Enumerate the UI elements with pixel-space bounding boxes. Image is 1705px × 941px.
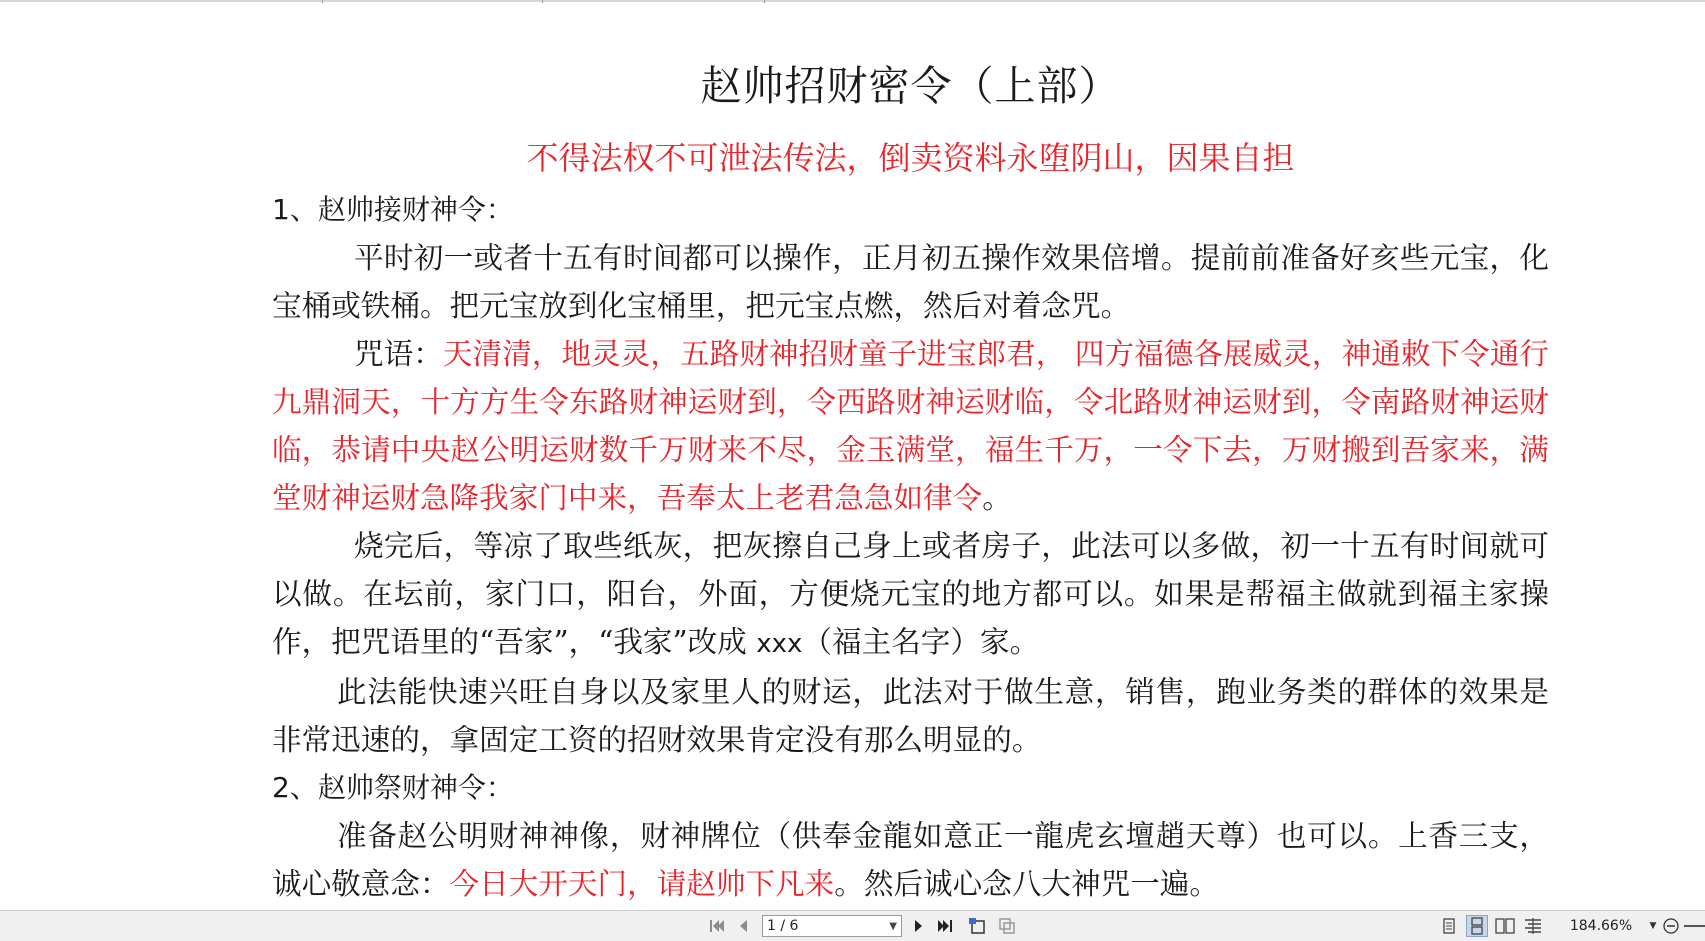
- mantra-label: 咒语：: [354, 337, 443, 371]
- fit-width-icon[interactable]: [996, 915, 1018, 937]
- single-page-view-icon[interactable]: [1438, 915, 1460, 937]
- status-bar: [0, 910, 1705, 941]
- page-indicator: 1 / 6: [767, 918, 799, 934]
- continuous-view-icon[interactable]: [1466, 915, 1488, 937]
- mantra-text: 天清清，地灵灵，五路财神招财童子进宝郎君， 四方福德各展威灵，神通敕下令通行九鼎洞天，十方方生令东路财神运财到，令西路财神运财临，令北路财神运财到，令南路财神运财临，恭请中央赵公明运财数千万财来不尽，金玉满堂，福生千万，一令下去，万财搬到吾家来，满堂财神运财急降我家门中来，吾奉太上老君急急如律令: [272, 337, 1549, 515]
- fit-page-icon[interactable]: [966, 915, 988, 937]
- window-top-border: [0, 0, 1705, 2]
- section-1-heading: 1、赵帅接财神令：: [272, 193, 514, 226]
- paragraph-offering: 准备赵公明财神神像，财神牌位（供奉金龍如意正一龍虎玄壇趙天尊）也可以。上香三支，诚心敬意念：今日大开天门，请赵帅下凡来。然后诚心念八大神咒一遍。: [272, 819, 1549, 901]
- section-2-heading: 2、赵帅祭财神令：: [272, 771, 514, 804]
- first-page-icon[interactable]: [706, 915, 728, 937]
- paragraph-after-burning: 烧完后，等凉了取些纸灰，把灰擦自己身上或者房子，此法可以多做，初一十五有时间就可以做。在坛前，家门口，阳台，外面，方便烧元宝的地方都可以。如果是帮福主做就到福主家操作，把咒语里的“吾家”，“我家”改成 xxx（福主名字）家。: [272, 529, 1549, 659]
- chevron-down-icon: ▼: [889, 920, 897, 932]
- document-page: [272, 52, 1549, 912]
- previous-page-icon[interactable]: [732, 915, 754, 937]
- zoom-dropdown-icon[interactable]: ▼: [1649, 921, 1657, 931]
- document-title: 赵帅招财密令（上部）: [700, 62, 1121, 110]
- page-number-select[interactable]: [762, 915, 902, 937]
- warning-notice: 不得法权不可泄法传法，倒卖资料永堕阴山，因果自担: [526, 139, 1295, 177]
- zoom-slider[interactable]: [1684, 915, 1705, 937]
- paragraph-effect: 此法能快速兴旺自身以及家里人的财运，此法对于做生意，销售，跑业务类的群体的效果是非常迅速的，拿固定工资的招财效果肯定没有那么明显的。: [272, 675, 1549, 757]
- two-page-view-icon[interactable]: [1494, 915, 1516, 937]
- last-page-icon[interactable]: [934, 915, 956, 937]
- paragraph-preparation: 平时初一或者十五有时间都可以操作，正月初五操作效果倍增。提前前准备好亥些元宝，化宝桶或铁桶。把元宝放到化宝桶里，把元宝点燃，然后对着念咒。: [272, 241, 1549, 323]
- outline-view-icon[interactable]: [1522, 915, 1544, 937]
- paragraph-mantra: 咒语：天清清，地灵灵，五路财神招财童子进宝郎君， 四方福德各展威灵，神通敕下令通行九鼎洞天，十方方生令东路财神运财到，令西路财神运财临，令北路财神运财到，令南路财神运财临，恭请中央赵公明运财数千万财来不尽，金玉满堂，福生千万，一令下去，万财搬到吾家来，满堂财神运财急降我家门中来，吾奉太上老君急急如律令。: [272, 337, 1549, 515]
- zoom-out-icon[interactable]: [1660, 915, 1682, 937]
- document-body: [272, 186, 1549, 908]
- invocation-text: 今日大开天门，请赵帅下凡来: [449, 867, 835, 901]
- next-page-icon[interactable]: [908, 915, 930, 937]
- zoom-level: 184.66%: [1569, 918, 1633, 934]
